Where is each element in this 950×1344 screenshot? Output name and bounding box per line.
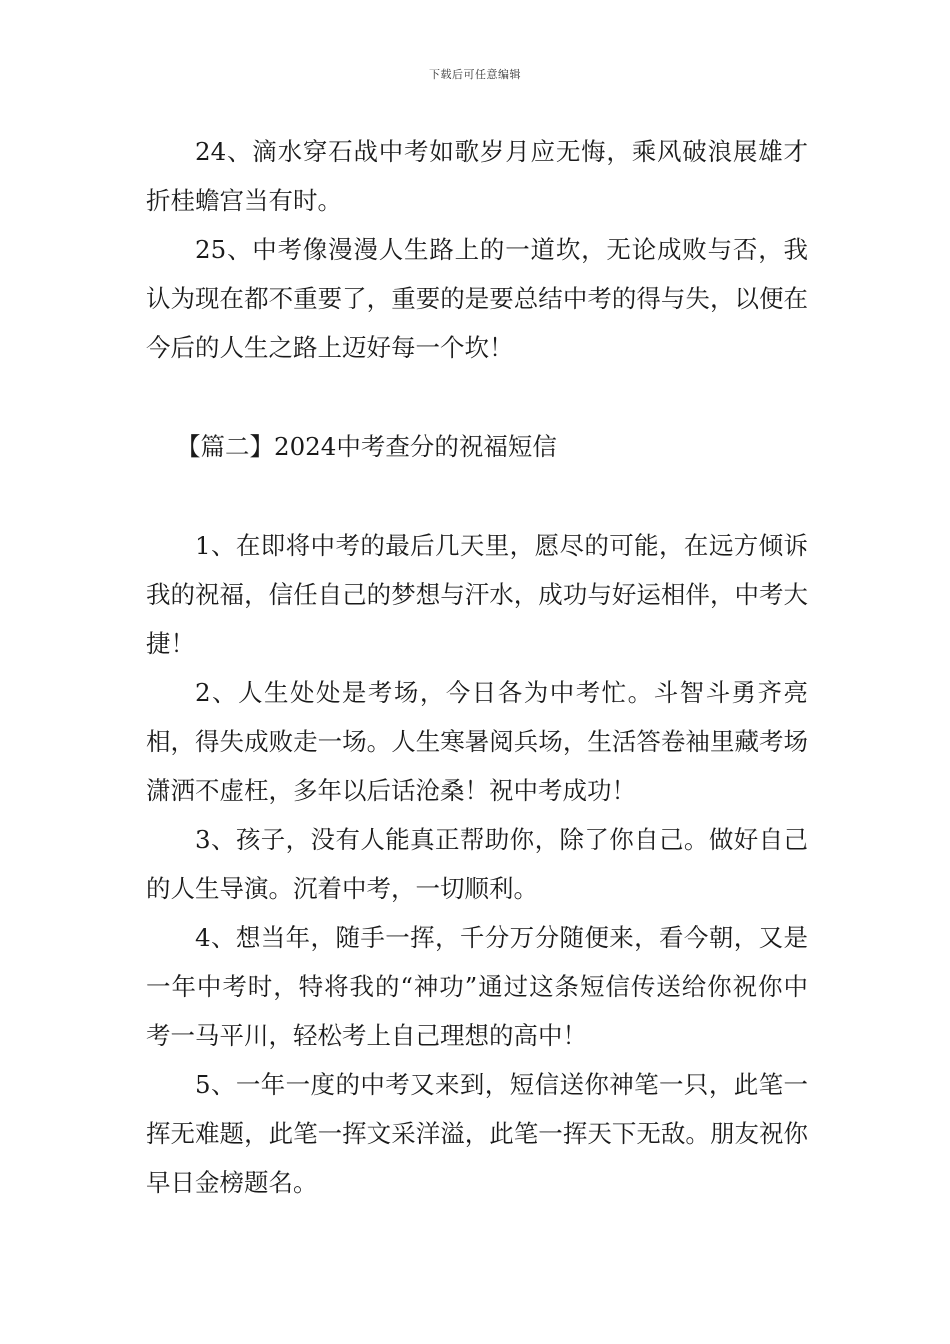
section-heading: 【篇二】2024中考查分的祝福短信 xyxy=(176,432,557,461)
paragraph-4: 4、想当年，随手一挥，千分万分随便来，看今朝，又是一年中考时，特将我的“神功”通过这条短信传送给你祝你中考一马平川，轻松考上自己理想的高中！ xyxy=(146,923,808,1050)
page-header-note: 下载后可任意编辑 xyxy=(429,68,521,81)
paragraph-24: 24、滴水穿石战中考如歌岁月应无悔，乘风破浪展雄才折桂蟾宫当有时。 xyxy=(146,137,808,215)
spacer xyxy=(146,372,808,422)
document-body xyxy=(146,127,808,1207)
spacer xyxy=(146,471,808,521)
paragraph-3: 3、孩子，没有人能真正帮助你，除了你自己。做好自己的人生导演。沉着中考，一切顺利。 xyxy=(146,825,808,903)
paragraph-1: 1、在即将中考的最后几天里，愿尽的可能，在远方倾诉我的祝福，信任自己的梦想与汗水，成功与好运相伴，中考大捷！ xyxy=(146,531,808,658)
paragraph-2: 2、人生处处是考场，今日各为中考忙。斗智斗勇齐亮相，得失成败走一场。人生寒暑阅兵场，生活答卷袖里藏考场潇洒不虚枉，多年以后话沧桑！祝中考成功！ xyxy=(146,678,808,805)
paragraph-25: 25、中考像漫漫人生路上的一道坎，无论成败与否，我认为现在都不重要了，重要的是要总结中考的得与失，以便在今后的人生之路上迈好每一个坎！ xyxy=(146,235,808,362)
paragraph-5: 5、一年一度的中考又来到，短信送你神笔一只，此笔一挥无难题，此笔一挥文采洋溢，此笔一挥天下无敌。朋友祝你早日金榜题名。 xyxy=(146,1070,808,1197)
